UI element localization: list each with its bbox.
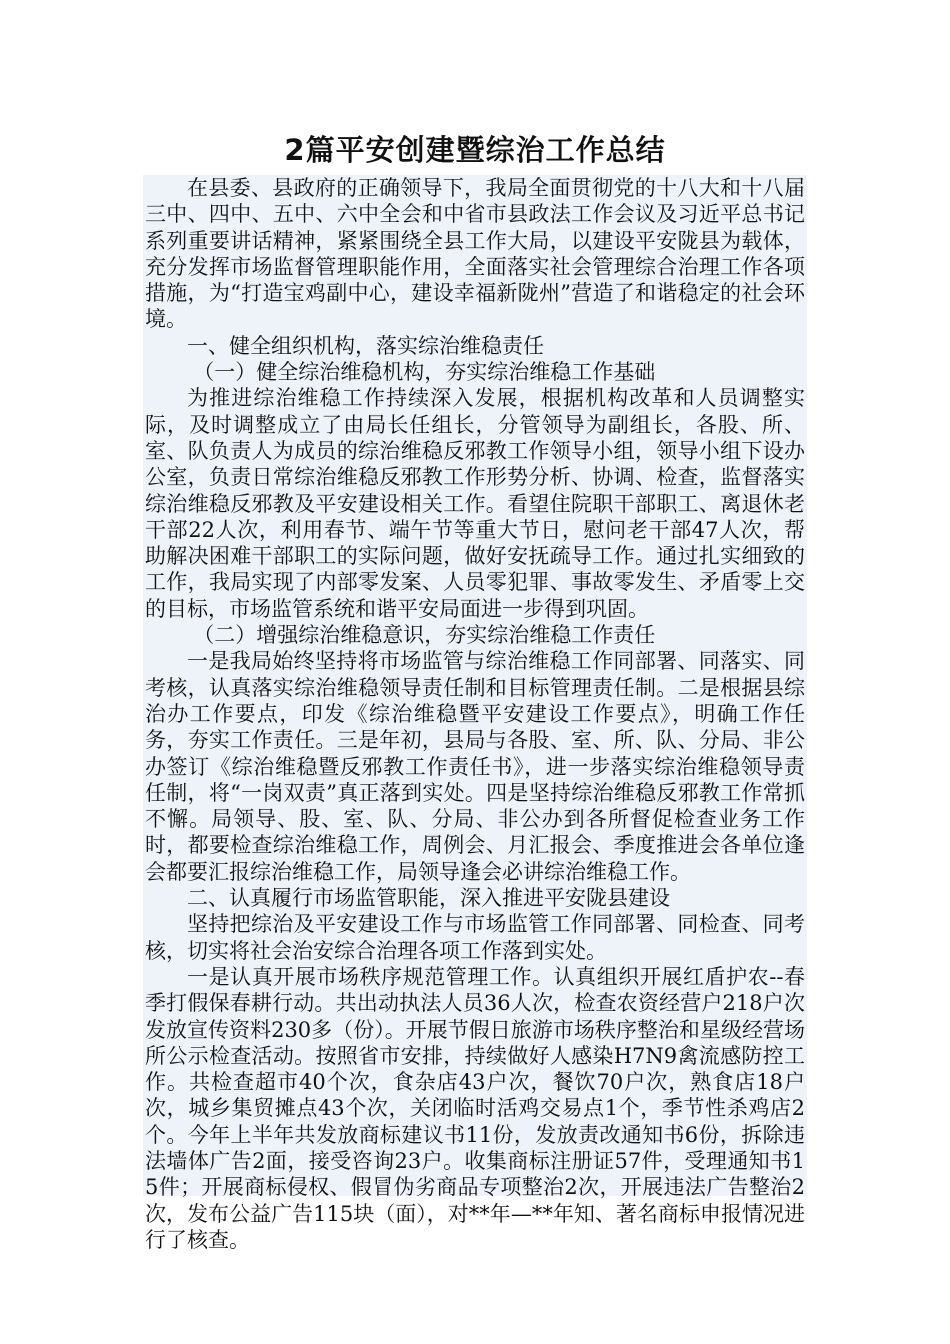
paragraph-organization: 为推进综治维稳工作持续深入发展，根据机构改革和人员调整实际，及时调整成立了由局长任组长，分管领导为副组长，各股、所、室、队负责人为成员的综治维稳反邪教工作领导小组，领导小组下设办公室，负责日常综治维稳反邪教工作形势分析、协调、检查，监督落实综治维稳反邪教及平安建设相关工作。看望住院职干部职工、离退休老干部22人次，利用春节、端午节等重大节日，慰问老干部47人次，帮助解决困难干部职工的实际问题，做好安抚疏导工作。通过扎实细致的工作，我局实现了内部零发案、人员零犯罪、事故零发生、矛盾零上交的目标，市场监管系统和谐平安局面进一步得到巩固。 [145, 386, 805, 621]
paragraph-supervision: 坚持把综治及平安建设工作与市场监管工作同部署、同检查、同考核，切实将社会治安综合治理各项工作落到实处。 [145, 912, 805, 963]
paragraph-intro: 在县委、县政府的正确领导下，我局全面贯彻党的十八大和十八届三中、四中、五中、六中全会和中省市县政法工作会议及习近平总书记系列重要讲话精神，紧紧围绕全县工作大局，以建设平安陇县为载体，充分发挥市场监督管理职能作用，全面落实社会管理综合治理工作各项措施，为“打造宝鸡副中心，建设幸福新陇州”营造了和谐稳定的社会环境。 [145, 176, 805, 332]
subsection-heading-1-2: （二）增强综治维稳意识，夯实综治维稳工作责任 [193, 623, 656, 648]
document-title: 2篇平安创建暨综治工作总结 [284, 133, 666, 167]
section-heading-2: 二、认真履行市场监管职能，深入推进平安陇县建设 [187, 886, 670, 911]
document-body [143, 175, 807, 1252]
paragraph-responsibility: 一是我局始终坚持将市场监管与综治维稳工作同部署、同落实、同考核，认真落实综治维稳领导责任制和目标管理责任制。二是根据县综治办工作要点，印发《综治维稳暨平安建设工作要点》，明确工作任务，夯实工作责任。三是年初，县局与各股、室、所、队、分局、非公办签订《综治维稳暨反邪教工作责任书》，进一步落实综治维稳领导责任制，将“一岗双责”真正落到实处。四是坚持综治维稳反邪教工作常抓不懈。局领导、股、室、队、分局、非公办到各所督促检查业务工作时，都要检查综治维稳工作，周例会、月汇报会、季度推进会各单位逢会都要汇报综治维稳工作，局领导逢会必讲综治维稳工作。 [145, 649, 805, 884]
subsection-heading-1-1: （一）健全综治维稳机构，夯实综治维稳工作基础 [193, 360, 656, 385]
section-heading-1: 一、健全组织机构，落实综治维稳责任 [187, 333, 544, 358]
paragraph-market-order: 一是认真开展市场秩序规范管理工作。认真组织开展红盾护农--春季打假保春耕行动。共出动执法人员36人次，检查农资经营户218户次发放宣传资料230多（份）。开展节假日旅游市场秩序整治和星级经营场所公示检查活动。按照省市安排，持续做好人感染H7N9禽流感防控工作。共检查超市40个次，食杂店43户次，餐饮70户次，熟食店18户次，城乡集贸摊点43个次，关闭临时活鸡交易点1个，季节性杀鸡店2个。今年上半年共发放商标建议书11份，发放责改通知书6份，拆除违法墙体广告2面，接受咨询23户。收集商标注册证57件，受理通知书15件；开展商标侵权、假冒伪劣商品专项整治2次，开展违法广告整治2次，发布公益广告115块（面），对**年—**年知、著名商标申报情况进行了核查。 [145, 964, 805, 1252]
